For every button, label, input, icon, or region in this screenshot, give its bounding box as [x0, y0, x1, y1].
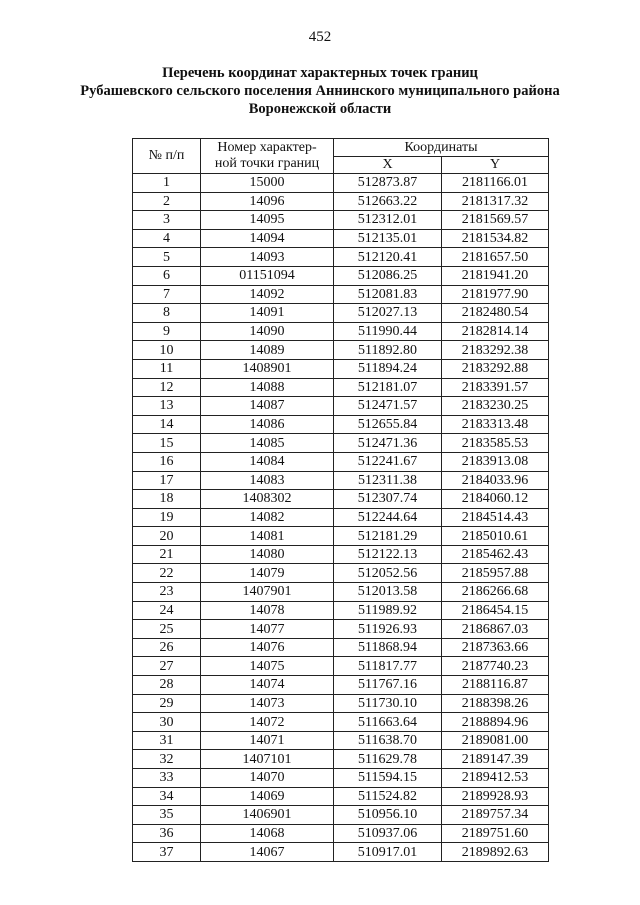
cell-y: 2181657.50 — [442, 248, 549, 267]
cell-x: 512027.13 — [334, 304, 442, 323]
cell-number: 14 — [133, 415, 201, 434]
cell-number: 8 — [133, 304, 201, 323]
cell-point-number: 14077 — [201, 620, 334, 639]
cell-number: 36 — [133, 824, 201, 843]
title-line-1: Перечень координат характерных точек границ — [162, 65, 478, 81]
cell-y: 2183292.38 — [442, 341, 549, 360]
cell-point-number: 1408901 — [201, 359, 334, 378]
cell-number: 11 — [133, 359, 201, 378]
cell-y: 2181941.20 — [442, 266, 549, 285]
cell-number: 4 — [133, 229, 201, 248]
cell-y: 2185010.61 — [442, 527, 549, 546]
cell-y: 2182814.14 — [442, 322, 549, 341]
cell-x: 512244.64 — [334, 508, 442, 527]
cell-point-number: 14090 — [201, 322, 334, 341]
cell-y: 2188894.96 — [442, 713, 549, 732]
cell-point-number: 14092 — [201, 285, 334, 304]
table-row — [133, 638, 549, 657]
cell-point-number: 14085 — [201, 434, 334, 453]
cell-y: 2189751.60 — [442, 824, 549, 843]
cell-point-number: 14075 — [201, 657, 334, 676]
table-row — [133, 508, 549, 527]
cell-point-number: 14072 — [201, 713, 334, 732]
cell-y: 2183292.88 — [442, 359, 549, 378]
cell-x: 512086.25 — [334, 266, 442, 285]
cell-x: 512135.01 — [334, 229, 442, 248]
cell-point-number: 14078 — [201, 601, 334, 620]
cell-x: 511730.10 — [334, 694, 442, 713]
table-row — [133, 843, 549, 862]
table-row — [133, 285, 549, 304]
cell-number: 28 — [133, 676, 201, 695]
table-row — [133, 304, 549, 323]
cell-y: 2181977.90 — [442, 285, 549, 304]
header-point-line-2: ной точки границ — [214, 156, 320, 171]
cell-point-number: 1407101 — [201, 750, 334, 769]
cell-y: 2186266.68 — [442, 583, 549, 602]
table-row — [133, 564, 549, 583]
cell-x: 511663.64 — [334, 713, 442, 732]
cell-number: 13 — [133, 397, 201, 416]
cell-y: 2189412.53 — [442, 769, 549, 788]
header-point-line-1: Номер характер- — [217, 140, 317, 155]
table-row — [133, 657, 549, 676]
cell-x: 511817.77 — [334, 657, 442, 676]
cell-x: 512307.74 — [334, 490, 442, 509]
cell-number: 35 — [133, 806, 201, 825]
table-row — [133, 174, 549, 193]
table-row — [133, 229, 549, 248]
cell-x: 512471.57 — [334, 397, 442, 416]
table-row — [133, 583, 549, 602]
table-row — [133, 266, 549, 285]
cell-y: 2189757.34 — [442, 806, 549, 825]
header-point-number — [201, 139, 334, 174]
table-row — [133, 490, 549, 509]
cell-x: 512181.29 — [334, 527, 442, 546]
cell-number: 7 — [133, 285, 201, 304]
cell-x: 512122.13 — [334, 545, 442, 564]
cell-x: 512052.56 — [334, 564, 442, 583]
cell-number: 20 — [133, 527, 201, 546]
cell-point-number: 1406901 — [201, 806, 334, 825]
cell-y: 2183391.57 — [442, 378, 549, 397]
table-row — [133, 527, 549, 546]
cell-number: 16 — [133, 452, 201, 471]
table-row — [133, 434, 549, 453]
cell-point-number: 14087 — [201, 397, 334, 416]
cell-point-number: 14070 — [201, 769, 334, 788]
cell-point-number: 14076 — [201, 638, 334, 657]
cell-x: 512120.41 — [334, 248, 442, 267]
cell-point-number: 1408302 — [201, 490, 334, 509]
cell-y: 2184514.43 — [442, 508, 549, 527]
cell-y: 2182480.54 — [442, 304, 549, 323]
cell-x: 511868.94 — [334, 638, 442, 657]
cell-number: 6 — [133, 266, 201, 285]
cell-number: 32 — [133, 750, 201, 769]
cell-point-number: 14094 — [201, 229, 334, 248]
cell-point-number: 14074 — [201, 676, 334, 695]
cell-point-number: 14093 — [201, 248, 334, 267]
cell-point-number: 1407901 — [201, 583, 334, 602]
cell-y: 2181166.01 — [442, 174, 549, 193]
cell-x: 511594.15 — [334, 769, 442, 788]
cell-x: 510956.10 — [334, 806, 442, 825]
cell-x: 511892.80 — [334, 341, 442, 360]
cell-y: 2188398.26 — [442, 694, 549, 713]
cell-y: 2181569.57 — [442, 211, 549, 230]
table-row — [133, 676, 549, 695]
cell-y: 2187363.66 — [442, 638, 549, 657]
table-row — [133, 341, 549, 360]
cell-number: 22 — [133, 564, 201, 583]
cell-number: 5 — [133, 248, 201, 267]
cell-point-number: 14079 — [201, 564, 334, 583]
cell-point-number: 14089 — [201, 341, 334, 360]
table-row — [133, 601, 549, 620]
cell-x: 512471.36 — [334, 434, 442, 453]
cell-y: 2181534.82 — [442, 229, 549, 248]
cell-y: 2189147.39 — [442, 750, 549, 769]
cell-y: 2181317.32 — [442, 192, 549, 211]
table-body — [133, 174, 549, 862]
title-line-2: Рубашевского сельского поселения Аннинского муниципального района — [80, 83, 560, 99]
cell-x: 510937.06 — [334, 824, 442, 843]
cell-x: 512241.67 — [334, 452, 442, 471]
coordinates-table — [132, 138, 549, 862]
cell-number: 2 — [133, 192, 201, 211]
cell-x: 511894.24 — [334, 359, 442, 378]
cell-point-number: 14073 — [201, 694, 334, 713]
table-row — [133, 452, 549, 471]
table-row — [133, 750, 549, 769]
table-header — [133, 139, 549, 174]
cell-x: 512013.58 — [334, 583, 442, 602]
cell-x: 511990.44 — [334, 322, 442, 341]
header-number: № п/п — [133, 139, 201, 174]
cell-y: 2187740.23 — [442, 657, 549, 676]
cell-y: 2189081.00 — [442, 731, 549, 750]
cell-point-number: 14086 — [201, 415, 334, 434]
cell-number: 25 — [133, 620, 201, 639]
cell-x: 511638.70 — [334, 731, 442, 750]
cell-point-number: 14082 — [201, 508, 334, 527]
cell-number: 27 — [133, 657, 201, 676]
cell-point-number: 14068 — [201, 824, 334, 843]
cell-point-number: 14084 — [201, 452, 334, 471]
cell-number: 34 — [133, 787, 201, 806]
cell-x: 511989.92 — [334, 601, 442, 620]
cell-point-number: 14069 — [201, 787, 334, 806]
cell-point-number: 14067 — [201, 843, 334, 862]
cell-x: 512873.87 — [334, 174, 442, 193]
table-row — [133, 211, 549, 230]
cell-x: 511926.93 — [334, 620, 442, 639]
cell-y: 2183230.25 — [442, 397, 549, 416]
cell-number: 30 — [133, 713, 201, 732]
cell-number: 33 — [133, 769, 201, 788]
cell-number: 21 — [133, 545, 201, 564]
cell-x: 512312.01 — [334, 211, 442, 230]
cell-x: 511524.82 — [334, 787, 442, 806]
cell-number: 23 — [133, 583, 201, 602]
cell-x: 511767.16 — [334, 676, 442, 695]
table-row — [133, 806, 549, 825]
cell-number: 3 — [133, 211, 201, 230]
cell-point-number: 14083 — [201, 471, 334, 490]
cell-number: 29 — [133, 694, 201, 713]
header-y: Y — [442, 157, 549, 174]
document-title — [40, 64, 600, 118]
table-row — [133, 787, 549, 806]
cell-number: 24 — [133, 601, 201, 620]
header-coordinates: Координаты — [334, 139, 549, 157]
cell-point-number: 14080 — [201, 545, 334, 564]
cell-y: 2183913.08 — [442, 452, 549, 471]
table-row — [133, 192, 549, 211]
cell-x: 510917.01 — [334, 843, 442, 862]
cell-y: 2185462.43 — [442, 545, 549, 564]
cell-number: 18 — [133, 490, 201, 509]
table-row — [133, 471, 549, 490]
cell-y: 2184033.96 — [442, 471, 549, 490]
table-row — [133, 824, 549, 843]
title-line-3: Воронежской области — [248, 101, 392, 117]
table-row — [133, 731, 549, 750]
table-row — [133, 397, 549, 416]
cell-number: 31 — [133, 731, 201, 750]
cell-y: 2189892.63 — [442, 843, 549, 862]
table-row — [133, 620, 549, 639]
cell-y: 2186454.15 — [442, 601, 549, 620]
cell-point-number: 14091 — [201, 304, 334, 323]
page-number: 452 — [308, 29, 332, 45]
cell-x: 512181.07 — [334, 378, 442, 397]
cell-number: 9 — [133, 322, 201, 341]
cell-y: 2188116.87 — [442, 676, 549, 695]
cell-point-number: 01151094 — [201, 266, 334, 285]
cell-y: 2184060.12 — [442, 490, 549, 509]
table-row — [133, 694, 549, 713]
cell-x: 512663.22 — [334, 192, 442, 211]
cell-x: 512311.38 — [334, 471, 442, 490]
cell-number: 1 — [133, 174, 201, 193]
table-row — [133, 415, 549, 434]
cell-x: 512081.83 — [334, 285, 442, 304]
cell-x: 512655.84 — [334, 415, 442, 434]
table-row — [133, 713, 549, 732]
table-row — [133, 378, 549, 397]
cell-point-number: 15000 — [201, 174, 334, 193]
cell-number: 12 — [133, 378, 201, 397]
cell-number: 10 — [133, 341, 201, 360]
table-row — [133, 248, 549, 267]
cell-number: 17 — [133, 471, 201, 490]
cell-number: 37 — [133, 843, 201, 862]
cell-y: 2183585.53 — [442, 434, 549, 453]
cell-x: 511629.78 — [334, 750, 442, 769]
cell-y: 2183313.48 — [442, 415, 549, 434]
cell-point-number: 14088 — [201, 378, 334, 397]
cell-point-number: 14071 — [201, 731, 334, 750]
header-x: X — [334, 157, 442, 174]
cell-point-number: 14096 — [201, 192, 334, 211]
table-row — [133, 545, 549, 564]
cell-number: 19 — [133, 508, 201, 527]
cell-y: 2185957.88 — [442, 564, 549, 583]
cell-point-number: 14095 — [201, 211, 334, 230]
table-row — [133, 769, 549, 788]
cell-number: 26 — [133, 638, 201, 657]
table-row — [133, 359, 549, 378]
cell-y: 2186867.03 — [442, 620, 549, 639]
cell-y: 2189928.93 — [442, 787, 549, 806]
cell-number: 15 — [133, 434, 201, 453]
table-row — [133, 322, 549, 341]
cell-point-number: 14081 — [201, 527, 334, 546]
